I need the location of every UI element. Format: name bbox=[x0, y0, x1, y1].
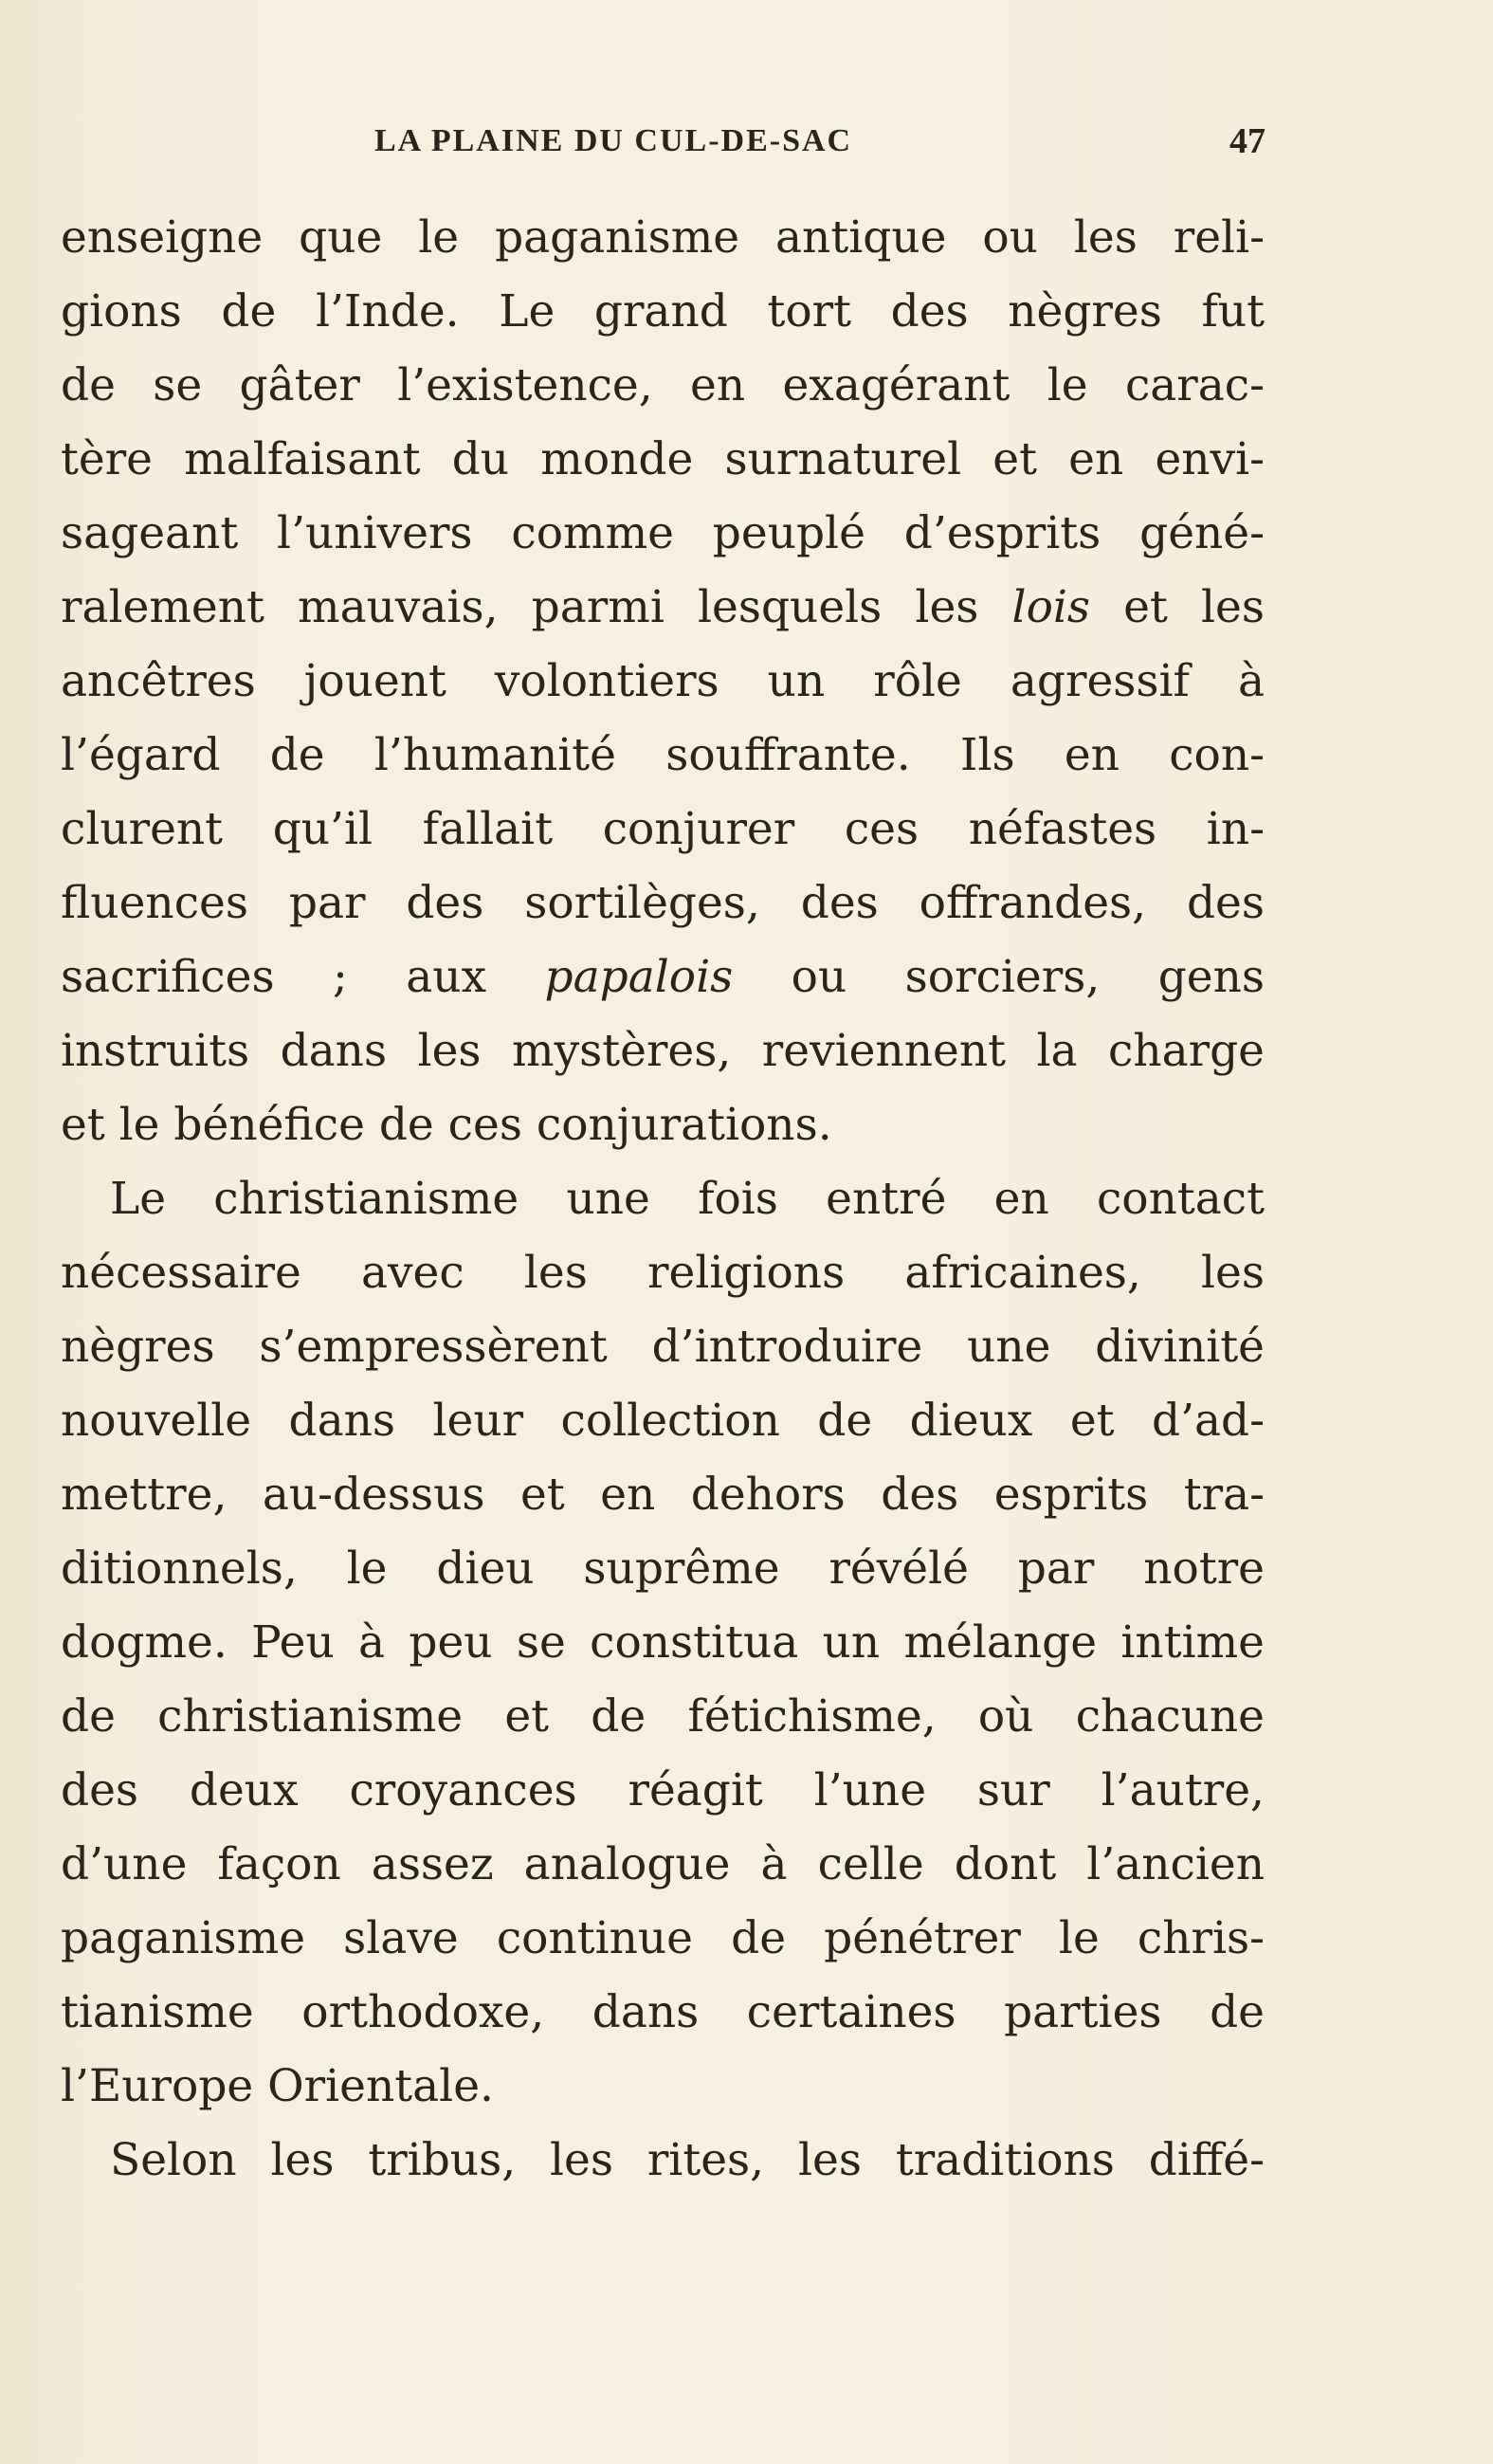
text-line: gions de l’Inde. Le grand tort des nègres fut bbox=[61, 285, 1265, 338]
text-line: mettre, au-dessus et en dehors des esprits tra- bbox=[61, 1469, 1265, 1521]
page-number: 47 bbox=[1229, 121, 1265, 161]
text-run: sacrifices ; aux bbox=[61, 951, 545, 1003]
text-line: paganisme slave continue de pénétrer le chris- bbox=[61, 1912, 1265, 1964]
text-line: sageant l’univers comme peuplé d’esprits géné- bbox=[61, 507, 1265, 559]
text-line: nègres s’empressèrent d’introduire une divinité bbox=[61, 1321, 1265, 1373]
text-line: l’égard de l’humanité souffrante. Ils en con- bbox=[61, 729, 1265, 781]
text-line: nécessaire avec les religions africaines, les bbox=[61, 1247, 1265, 1299]
text-line: instruits dans les mystères, reviennent la charge bbox=[61, 1025, 1265, 1077]
text-line bbox=[61, 940, 1265, 1014]
text-line: tianisme orthodoxe, dans certaines parties de bbox=[61, 1986, 1265, 2038]
text-line: Selon les tribus, les rites, les traditions diffé- bbox=[110, 2134, 1265, 2186]
text-line: de se gâter l’existence, en exagérant le carac- bbox=[61, 359, 1265, 411]
text-run: et les bbox=[1090, 581, 1265, 633]
running-title: LA PLAINE DU CUL-DE-SAC bbox=[374, 123, 853, 158]
text-line: des deux croyances réagit l’une sur l’autre, bbox=[61, 1764, 1265, 1816]
running-head bbox=[374, 118, 1265, 165]
text-line: de christianisme et de fétichisme, où chacune bbox=[61, 1690, 1265, 1743]
text-line: fluences par des sortilèges, des offrandes, des bbox=[61, 877, 1265, 929]
text-line: Le christianisme une fois entré en contact bbox=[110, 1173, 1265, 1225]
text-line: nouvelle dans leur collection de dieux et d’ad- bbox=[61, 1395, 1265, 1447]
text-line: clurent qu’il fallait conjurer ces néfastes in- bbox=[61, 803, 1265, 855]
text-line: dogme. Peu à peu se constitua un mélange intime bbox=[61, 1616, 1265, 1669]
text-line: tère malfaisant du monde surnaturel et en envi- bbox=[61, 433, 1265, 485]
text-line: ditionnels, le dieu suprême révélé par notre bbox=[61, 1542, 1265, 1595]
text-line: et le bénéfice de ces conjurations. bbox=[61, 1099, 832, 1151]
text-line: d’une façon assez analogue à celle dont l’ancien bbox=[61, 1838, 1265, 1890]
italic-term-lois: lois bbox=[1011, 581, 1091, 633]
body-text bbox=[61, 201, 1265, 2198]
text-line: l’Europe Orientale. bbox=[61, 2060, 494, 2112]
text-line: ancêtres jouent volontiers un rôle agressif à bbox=[61, 655, 1265, 707]
text-line: enseigne que le paganisme antique ou les reli- bbox=[61, 211, 1265, 264]
text-run: ralement mauvais, parmi lesquels les bbox=[61, 581, 1012, 633]
text-line bbox=[61, 571, 1265, 645]
italic-term-papalois: papalois bbox=[544, 951, 734, 1003]
text-run: ou sorciers, gens bbox=[733, 951, 1265, 1003]
